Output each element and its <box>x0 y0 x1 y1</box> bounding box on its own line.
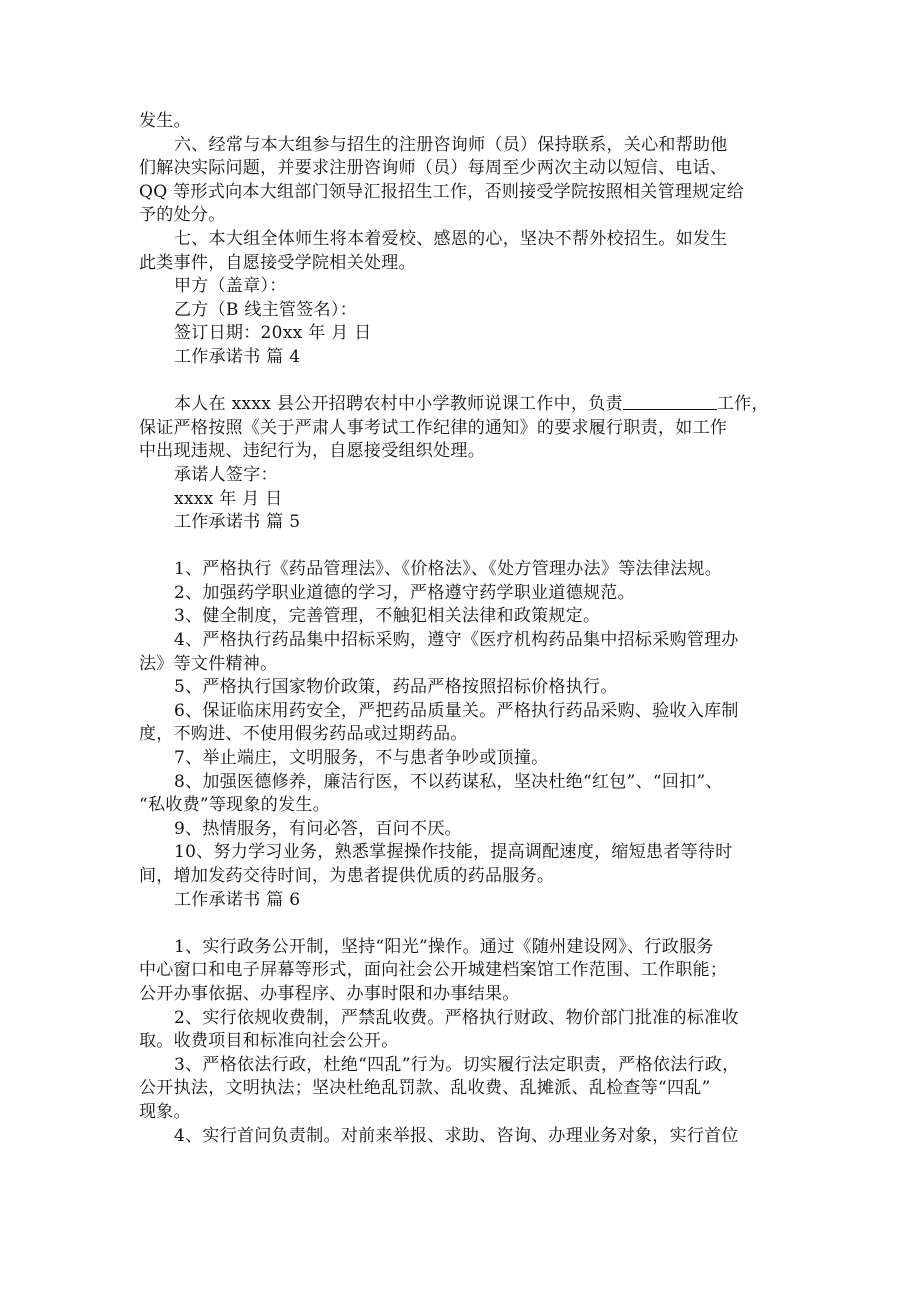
item-5-6: 6、保证临床用药安全，严把药品质量关。严格执行药品采购、验收入库制 <box>174 700 739 721</box>
text-line: 们解决实际问题，并要求注册咨询师（员）每周至少两次主动以短信、电话、 <box>139 158 728 179</box>
pledge-4-line <box>139 393 791 417</box>
item-5-4: 4、严格执行药品集中招标采购，遵守《医疗机构药品集中招标采购管理办 <box>174 630 739 651</box>
item-6-4: 4、实行首问负责制。对前来举报、求助、咨询、办理业务对象，实行首位 <box>174 1125 739 1146</box>
text-line: QQ 等形式向本大组部门领导汇报招生工作，否则接受学院按照相关管理规定给 <box>139 181 745 202</box>
pledge-4-date: xxxx 年 月 日 <box>174 488 283 509</box>
item-5-2: 2、加强药学职业道德的学习，严格遵守药学职业道德规范。 <box>174 582 635 603</box>
text-line: 现象。 <box>139 1101 191 1122</box>
paragraph-7: 七、本大组全体师生将本着爱校、感恩的心，坚决不帮外校招生。如发生 <box>174 228 728 249</box>
text-line: 中心窗口和电子屏幕等形式，面向社会公开城建档案馆工作范围、工作职能； <box>139 960 728 981</box>
section-heading-6: 工作承诺书 篇 6 <box>174 889 301 910</box>
item-6-1: 1、实行政务公开制，坚持“阳光”操作。通过《随州建设网》、行政服务 <box>174 936 714 957</box>
paragraph-6: 六、经常与本大组参与招生的注册咨询师（员）保持联系，关心和帮助他 <box>174 134 728 155</box>
text-line: 予的处分。 <box>139 205 226 226</box>
item-5-3: 3、健全制度，完善管理，不触犯相关法律和政策规定。 <box>174 606 601 627</box>
item-5-10: 10、努力学习业务，熟悉掌握操作技能，提高调配速度，缩短患者等待时 <box>174 842 733 863</box>
text-line: 公开办事依据、办事程序、办事时限和办事结果。 <box>139 983 520 1004</box>
text-line: 保证严格按照《关于严肃人事考试工作纪律的通知》的要求履行职责，如工作 <box>139 417 728 438</box>
text-line: “私收费”等现象的发生。 <box>139 795 330 816</box>
item-5-8: 8、加强医德修养，廉洁行医，不以药谋私，坚决杜绝“红包”、“回扣”、 <box>174 771 723 792</box>
pledger-signature: 承诺人签字： <box>174 464 278 485</box>
party-b-signature: 乙方（B 线主管签名）： <box>174 299 357 320</box>
pledge-4-text-pre: 本人在 xxxx 县公开招聘农村中小学教师说课工作中，负责 <box>174 394 623 415</box>
item-6-2: 2、实行依规收费制，严禁乱收费。严格执行财政、物价部门批准的标准收 <box>174 1007 739 1028</box>
section-heading-4: 工作承诺书 篇 4 <box>174 346 301 367</box>
text-line: 公开执法，文明执法；坚决杜绝乱罚款、乱收费、乱摊派、乱检查等“四乱” <box>139 1078 711 1099</box>
text-line: 中出现违规、违纪行为，自愿接受组织处理。 <box>139 441 485 462</box>
section-heading-5: 工作承诺书 篇 5 <box>174 512 301 533</box>
text-line: 间，增加发药交待时间，为患者提供优质的药品服务。 <box>139 866 555 886</box>
item-5-5: 5、严格执行国家物价政策，药品严格按照招标价格执行。 <box>174 677 618 698</box>
text-line: 度，不购进、不使用假劣药品或过期药品。 <box>139 724 468 745</box>
text-line: 法》等文件精神。 <box>139 653 278 674</box>
party-a-seal: 甲方（盖章）： <box>174 276 287 297</box>
text-line: 发生。 <box>139 111 191 131</box>
spacer <box>139 370 791 394</box>
document-body <box>139 110 791 1148</box>
pledge-4-text-post: 工作， <box>716 394 769 415</box>
item-5-7: 7、举止端庄，文明服务，不与患者争吵或顶撞。 <box>174 748 549 769</box>
item-6-3: 3、严格依法行政，杜绝“四乱”行为。切实履行法定职责，严格依法行政， <box>174 1054 740 1075</box>
item-5-1: 1、严格执行《药品管理法》、《价格法》、《处方管理办法》等法律法规。 <box>174 559 723 580</box>
signing-date: 签订日期：20xx 年 月 日 <box>174 323 372 344</box>
text-line: 取。收费项目和标准向社会公开。 <box>139 1031 399 1052</box>
spacer <box>139 535 791 559</box>
text-line: 此类事件，自愿接受学院相关处理。 <box>139 252 416 273</box>
blank-underline <box>623 394 717 410</box>
item-5-9: 9、热情服务，有问必答，百问不厌。 <box>174 818 462 839</box>
spacer <box>139 912 791 936</box>
